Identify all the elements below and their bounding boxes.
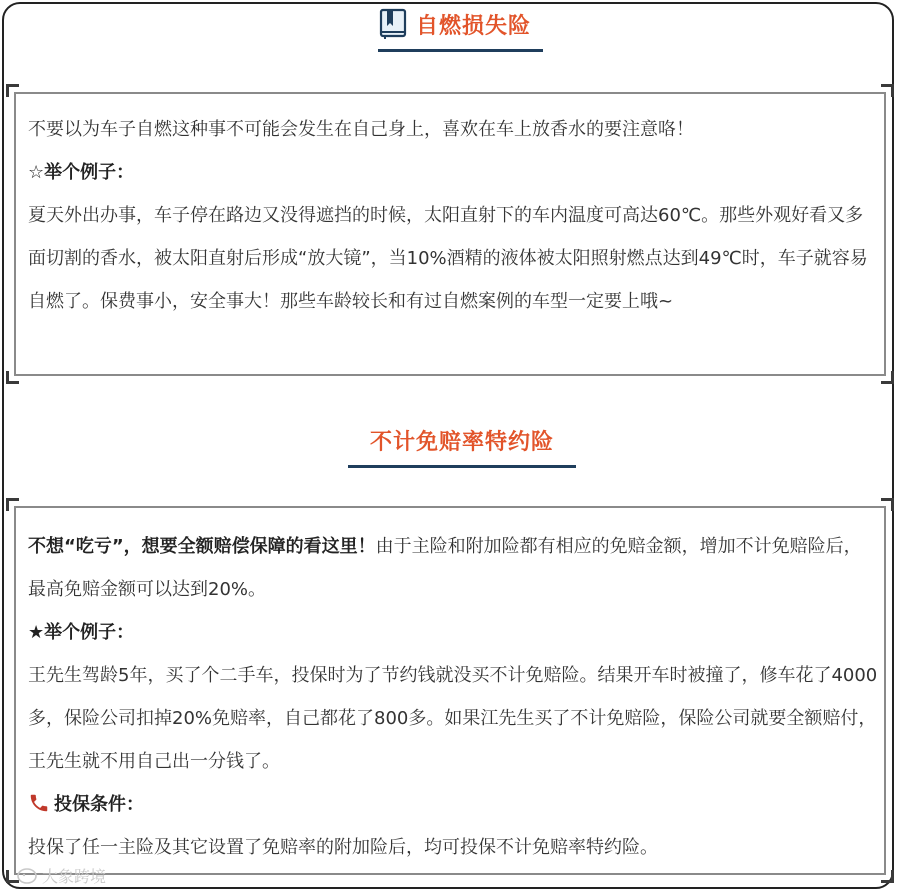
section1-example-text: 夏天外出办事，车子停在路边又没得遮挡的时候，太阳直射下的车内温度可高达60℃。那些外观好看又多面切割的香水，被太阳直射后形成“放大镜”，当10%酒精的液体被太阳照射燃点达到49℃时，车子就容易自燃了。保费事小，安全事大！那些车龄较长和有过自燃案例的车型一定要上哦~ xyxy=(28,205,868,312)
section2-content xyxy=(28,525,878,869)
section1-intro: 不要以为车子自燃这种事不可能会发生在自己身上，喜欢在车上放香水的要注意咯！ xyxy=(28,119,694,140)
section2-lead xyxy=(28,525,878,611)
section1-content xyxy=(28,108,878,323)
section2-underline xyxy=(348,465,576,468)
phone-icon xyxy=(28,792,50,814)
section2-example-label: ★举个例子： xyxy=(28,622,135,643)
section1-title: 自燃损失险 xyxy=(416,13,532,39)
section1-underline xyxy=(378,49,543,52)
watermark-text: 大象跨境 xyxy=(42,867,107,886)
section2-heading xyxy=(348,424,576,456)
section2-lead-text: 由于主险和附加险都有相应的免赔金额，增加不计免赔险后，最高免赔金额可以达到20%。 xyxy=(28,536,862,600)
section2-condition-heading xyxy=(28,783,878,826)
watermark xyxy=(16,864,106,887)
section2-condition-text: 投保了任一主险及其它设置了免赔率的附加险后，均可投保不计免赔率特约险。 xyxy=(28,837,658,858)
section2-example-text: 王先生驾龄5年，买了个二手车，投保时为了节约钱就没买不计免赔险。结果开车时被撞了，修车花了4000多，保险公司扣掉20%免赔率，自己都花了800多。如果江先生买了不计免赔险，保险公司就要全额赔付，王先生就不用自己出一分钱了。 xyxy=(28,665,878,772)
section2-title: 不计免赔率特约险 xyxy=(369,429,554,455)
section2-lead-bold: 不想“吃亏”，想要全额赔偿保障的看这里！ xyxy=(28,536,376,557)
section1-example-label: ☆举个例子： xyxy=(28,162,135,183)
book-icon xyxy=(378,8,408,40)
section1-heading xyxy=(378,8,543,40)
section2-condition-label: 投保条件： xyxy=(54,794,144,815)
elephant-logo-icon xyxy=(16,867,38,885)
